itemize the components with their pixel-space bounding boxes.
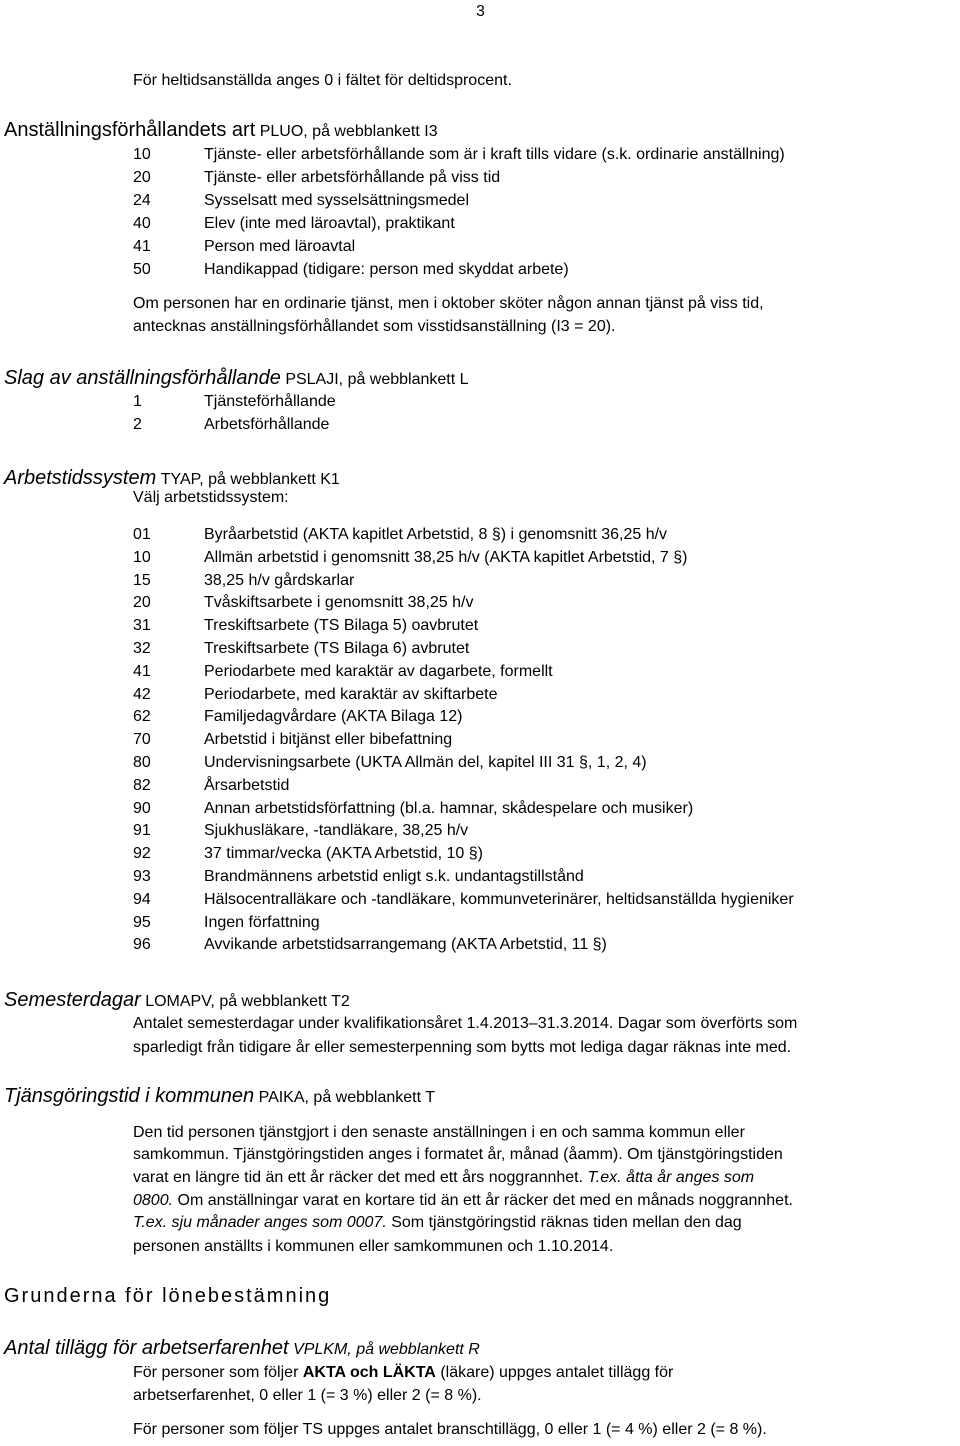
item-code: 93: [133, 868, 151, 885]
item-text: Tjänste- eller arbetsförhållande på viss tid: [204, 169, 501, 186]
item-text: Arbetstid i bitjänst eller bibefattning: [204, 731, 453, 749]
item-code: 41: [133, 662, 151, 680]
paika-line-1: Den tid personen tjänstgjort i den senaste anställningen i en och samma kommun eller: [133, 1124, 745, 1141]
item-code: 1: [133, 393, 142, 410]
pluo-heading-italic: Anställningsförhållandets art: [4, 119, 256, 141]
grunderna-heading: Grunderna för lönebestämning: [4, 1285, 332, 1307]
item-text: Person med läroavtal: [204, 238, 356, 255]
item-code: 20: [133, 594, 151, 612]
vplkm-line-2: arbetserfarenhet, 0 eller 1 (= 3 %) eller 2 (= 8 %).: [133, 1387, 482, 1404]
item-text: Sjukhusläkare, -tandläkare, 38,25 h/v: [204, 822, 469, 840]
pslaji-heading-italic: Slag av anställningsförhållande: [4, 367, 281, 389]
paika-line-3-text: varat en längre tid än ett år räcker det med ett års noggrannhet.: [133, 1169, 584, 1186]
intro-note: För heltidsanställda anges 0 i fältet för deltidsprocent.: [133, 72, 512, 89]
item-code: 20: [133, 169, 151, 186]
item-code: 90: [133, 799, 151, 817]
list-item: [0, 615, 960, 638]
list-item: [0, 843, 960, 866]
list-item: [0, 190, 960, 213]
lomapv-line-1: Antalet semesterdagar under kvalifikationsåret 1.4.2013–31.3.2014. Dagar som överförts som: [133, 1015, 798, 1032]
vplkm-line-1: [133, 1362, 673, 1384]
item-code: 94: [133, 890, 151, 908]
vplkm-heading-rest: VPLKM, på webblankett R: [293, 1341, 480, 1358]
item-code: 92: [133, 845, 151, 863]
item-code: 24: [133, 192, 151, 209]
item-text: 38,25 h/v gårdskarlar: [204, 571, 355, 589]
item-code: 32: [133, 640, 151, 657]
item-code: 70: [133, 731, 151, 749]
item-code: 31: [133, 617, 151, 635]
list-item: [0, 889, 960, 912]
item-code: 96: [133, 936, 151, 954]
pluo-heading-rest: PLUO, på webblankett I3: [259, 123, 438, 140]
lomapv-heading: [4, 988, 350, 1013]
paika-line-5-text: Som tjänstgöringstid räknas tiden mellan den dag: [391, 1214, 742, 1231]
paika-line-4-example: 0800.: [133, 1192, 174, 1209]
pslaji-heading: [4, 366, 469, 391]
list-item: [0, 570, 960, 593]
item-text: Allmän arbetstid i genomsnitt 38,25 h/v (AKTA kapitlet Arbetstid, 7 §): [204, 548, 688, 566]
list-item: [0, 661, 960, 684]
list-item: [0, 259, 960, 282]
item-text: Periodarbete, med karaktär av skiftarbete: [204, 685, 498, 703]
item-text: Tjänste- eller arbetsförhållande som är i kraft tills vidare (s.k. ordinarie anställning): [204, 146, 785, 163]
item-code: 42: [133, 685, 151, 703]
list-item: [0, 592, 960, 615]
list-item: [0, 729, 960, 752]
item-text: Elev (inte med läroavtal), praktikant: [204, 215, 455, 232]
paika-line-5-example: T.ex. sju månader anges som 0007.: [133, 1214, 387, 1231]
list-item: [0, 547, 960, 570]
lomapv-line-2: sparledigt från tidigare år eller semesterpenning som bytts mot lediga dagar räknas inte med.: [133, 1039, 792, 1056]
list-item: [0, 167, 960, 190]
list-item: [0, 775, 960, 798]
vplkm-heading: [4, 1336, 480, 1361]
item-code: 82: [133, 776, 151, 794]
item-code: 50: [133, 261, 151, 278]
vplkm-line-1-c: (läkare) uppges antalet tillägg för: [440, 1364, 674, 1381]
item-text: Tjänsteförhållande: [204, 393, 336, 410]
list-item: [0, 866, 960, 889]
item-text: Familjedagvårdare (AKTA Bilaga 12): [204, 708, 463, 726]
vplkm-line-3: För personer som följer TS uppges antalet branschtillägg, 0 eller 1 (= 4 %) eller 2 (= 8 %).: [133, 1421, 767, 1438]
item-text: Brandmännens arbetstid enligt s.k. undantagstillstånd: [204, 868, 584, 885]
list-item: [0, 706, 960, 729]
item-text: Arbetsförhållande: [204, 416, 330, 433]
paika-line-6: personen anställts i kommunen eller samkommunen och 1.10.2014.: [133, 1238, 614, 1255]
lomapv-heading-rest: LOMAPV, på webblankett T2: [145, 993, 350, 1010]
list-item: [0, 213, 960, 236]
item-text: Tvåskiftsarbete i genomsnitt 38,25 h/v: [204, 594, 474, 612]
item-text: Ingen författning: [204, 913, 320, 931]
item-code: 80: [133, 754, 151, 771]
pslaji-heading-rest: PSLAJI, på webblankett L: [285, 371, 469, 388]
tyap-subheading: Välj arbetstidssystem:: [133, 489, 289, 506]
item-text: Periodarbete med karaktär av dagarbete, formellt: [204, 662, 553, 680]
item-code: 41: [133, 238, 151, 255]
item-text: Byråarbetstid (AKTA kapitlet Arbetstid, 8 §) i genomsnitt 36,25 h/v: [204, 526, 668, 543]
item-text: Treskiftsarbete (TS Bilaga 6) avbrutet: [204, 640, 470, 657]
paika-line-3: [133, 1167, 754, 1189]
paika-heading-italic: Tjänsgöringstid i kommunen: [4, 1085, 255, 1107]
item-text: 37 timmar/vecka (AKTA Arbetstid, 10 §): [204, 845, 483, 863]
item-text: Sysselsatt med sysselsättningsmedel: [204, 192, 469, 209]
paika-line-5: [133, 1212, 742, 1234]
paika-line-4: [133, 1190, 793, 1212]
item-code: 62: [133, 708, 151, 726]
vplkm-line-1-bold: AKTA och LÄKTA: [302, 1364, 436, 1381]
paika-line-3-example: T.ex. åtta år anges som: [587, 1169, 755, 1186]
item-code: 15: [133, 571, 151, 589]
item-text: Hälsocentralläkare och -tandläkare, kommunveterinärer, heltidsanställda hygieniker: [204, 890, 794, 908]
tyap-heading-italic: Arbetstidssystem: [4, 467, 157, 489]
vplkm-line-1-a: För personer som följer: [133, 1364, 299, 1381]
list-item: [0, 638, 960, 661]
list-item: [0, 934, 960, 957]
item-code: 10: [133, 548, 151, 566]
list-item: [0, 391, 960, 414]
paika-heading-rest: PAIKA,: [258, 1089, 309, 1106]
item-text: Årsarbetstid: [204, 776, 290, 794]
item-text: Avvikande arbetstidsarrangemang (AKTA Arbetstid, 11 §): [204, 936, 607, 954]
paika-line-2: samkommun. Tjänstgöringstiden anges i formatet år, månad (åamm). Om tjänstgöringstiden: [133, 1146, 783, 1163]
item-text: Treskiftsarbete (TS Bilaga 5) oavbrutet: [204, 617, 479, 635]
item-code: 10: [133, 146, 151, 163]
list-item: [0, 684, 960, 707]
item-text: Annan arbetstidsförfattning (bl.a. hamnar, skådespelare och musiker): [204, 799, 694, 817]
list-item: [0, 798, 960, 821]
paika-heading-rest-2: på webblankett T: [313, 1089, 435, 1106]
item-code: 40: [133, 215, 151, 232]
list-item: [0, 820, 960, 843]
item-code: 95: [133, 913, 151, 931]
item-code: 91: [133, 822, 151, 840]
list-item: [0, 236, 960, 259]
list-item: [0, 524, 960, 547]
paika-line-4-text: Om anställningar varat en kortare tid än ett år räcker det med en månads noggrannhet.: [177, 1192, 793, 1209]
lomapv-heading-italic: Semesterdagar: [4, 989, 141, 1011]
list-item: [0, 144, 960, 167]
item-text: Handikappad (tidigare: person med skyddat arbete): [204, 261, 569, 278]
page-number: 3: [476, 3, 485, 20]
tyap-heading-rest: TYAP, på webblankett K1: [160, 471, 340, 488]
item-text: Undervisningsarbete (UKTA Allmän del, kapitel III 31 §, 1, 2, 4): [204, 754, 647, 771]
list-item: [0, 912, 960, 935]
pluo-heading: [4, 118, 438, 143]
vplkm-heading-italic: Antal tillägg för arbetserfarenhet: [4, 1337, 289, 1359]
list-item: [0, 414, 960, 437]
pluo-note-line-2: antecknas anställningsförhållandet som visstidsanställning (I3 = 20).: [133, 318, 616, 335]
paika-heading: [4, 1084, 435, 1109]
pluo-note-line-1: Om personen har en ordinarie tjänst, men i oktober sköter någon annan tjänst på viss tid,: [133, 295, 764, 312]
item-code: 01: [133, 526, 151, 543]
item-code: 2: [133, 416, 142, 433]
list-item: [0, 752, 960, 775]
